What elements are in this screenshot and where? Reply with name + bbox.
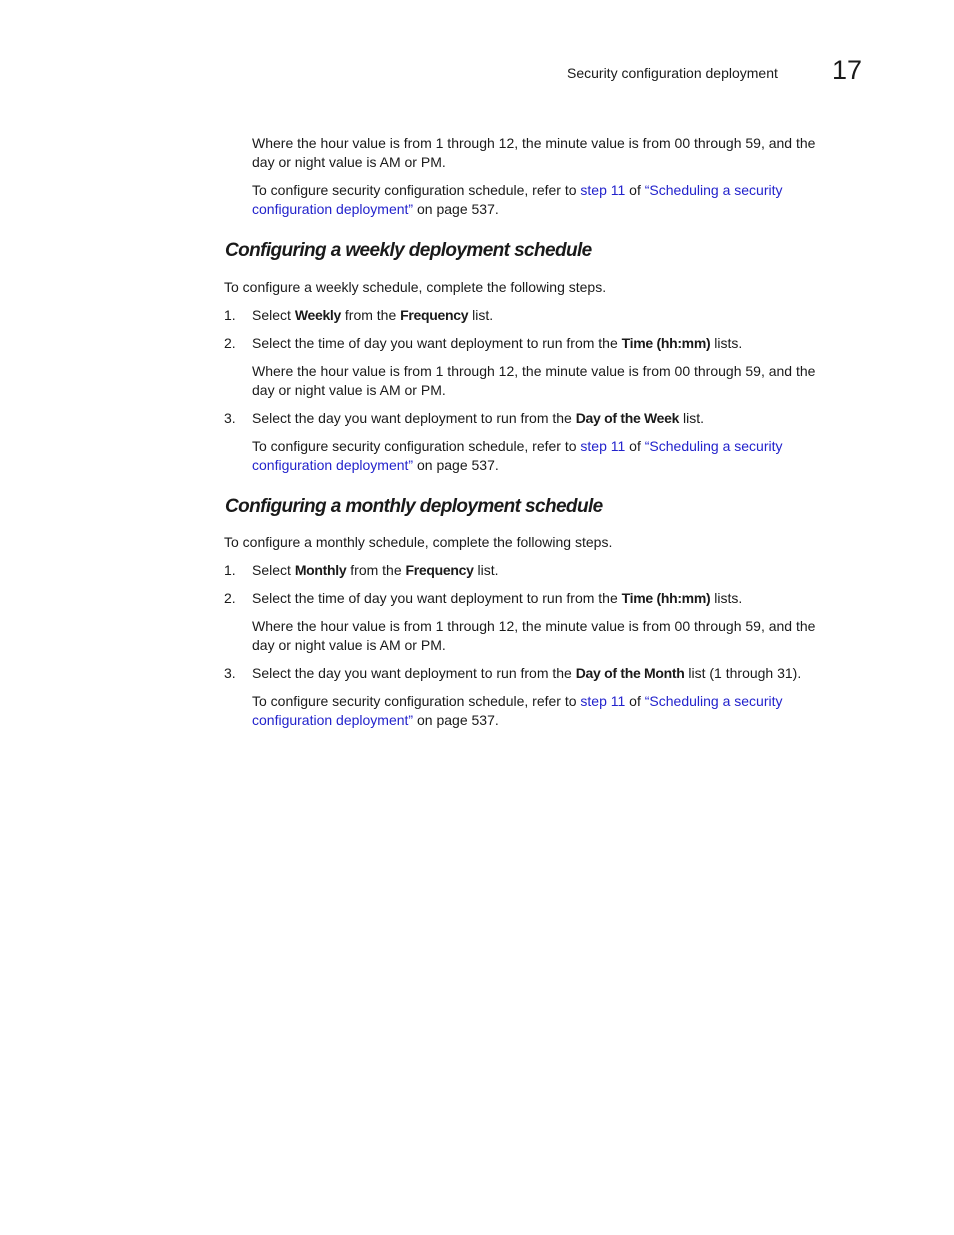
weekly-step-1-number: 1. <box>224 307 236 323</box>
scheduling-link[interactable]: “Scheduling a security <box>644 693 783 709</box>
step-11-link[interactable]: step 11 <box>580 693 626 709</box>
monthly-hour-note: Where the hour value is from 1 through 12, the minute value is from 00 through 59, and the day or night value is AM or PM. <box>252 618 816 653</box>
running-header-title: Security configuration deployment <box>567 65 778 81</box>
step-11-link[interactable]: step 11 <box>580 182 626 198</box>
weekly-section-heading: Configuring a weekly deployment schedule <box>225 240 592 261</box>
weekly-lead: To configure a weekly schedule, complete the following steps. <box>224 279 607 295</box>
weekly-step-2-number: 2. <box>224 335 236 351</box>
weekly-hour-note: Where the hour value is from 1 through 12, the minute value is from 00 through 59, and the day or night value is AM or PM. <box>252 363 816 398</box>
step-11-link[interactable]: step 11 <box>580 438 626 454</box>
monthly-step-2: Select the time of day you want deployment to run from the Time (hh:mm) lists. <box>252 590 743 606</box>
weekly-cross-reference: To configure security configuration schedule, refer to step 11 of “Scheduling a security configuration deployment” on page 537. <box>252 438 783 473</box>
monthly-section-heading: Configuring a monthly deployment schedule <box>225 496 603 517</box>
scheduling-link-cont[interactable]: configuration deployment” <box>252 712 414 728</box>
scheduling-link[interactable]: “Scheduling a security <box>644 182 783 198</box>
monthly-step-1: Select Monthly from the Frequency list. <box>252 562 499 578</box>
scheduling-link-cont[interactable]: configuration deployment” <box>252 201 414 217</box>
weekly-step-1: Select Weekly from the Frequency list. <box>252 307 494 323</box>
chapter-number: 17 <box>832 55 863 85</box>
weekly-step-3-number: 3. <box>224 410 236 426</box>
scheduling-link[interactable]: “Scheduling a security <box>644 438 783 454</box>
monthly-step-3: Select the day you want deployment to run from the Day of the Month list (1 through 31). <box>252 665 802 681</box>
scheduling-link-cont[interactable]: configuration deployment” <box>252 457 414 473</box>
monthly-lead: To configure a monthly schedule, complete the following steps. <box>224 534 613 550</box>
monthly-cross-reference: To configure security configuration schedule, refer to step 11 of “Scheduling a security configuration deployment” on page 537. <box>252 693 783 728</box>
monthly-step-3-number: 3. <box>224 665 236 681</box>
weekly-step-3: Select the day you want deployment to run from the Day of the Week list. <box>252 410 705 426</box>
monthly-step-1-number: 1. <box>224 562 236 578</box>
monthly-step-2-number: 2. <box>224 590 236 606</box>
intro-hour-note: Where the hour value is from 1 through 12, the minute value is from 00 through 59, and the day or night value is AM or PM. <box>252 135 816 170</box>
weekly-step-2: Select the time of day you want deployment to run from the Time (hh:mm) lists. <box>252 335 743 351</box>
intro-cross-reference: To configure security configuration schedule, refer to step 11 of “Scheduling a security configuration deployment” on page 537. <box>252 182 783 217</box>
